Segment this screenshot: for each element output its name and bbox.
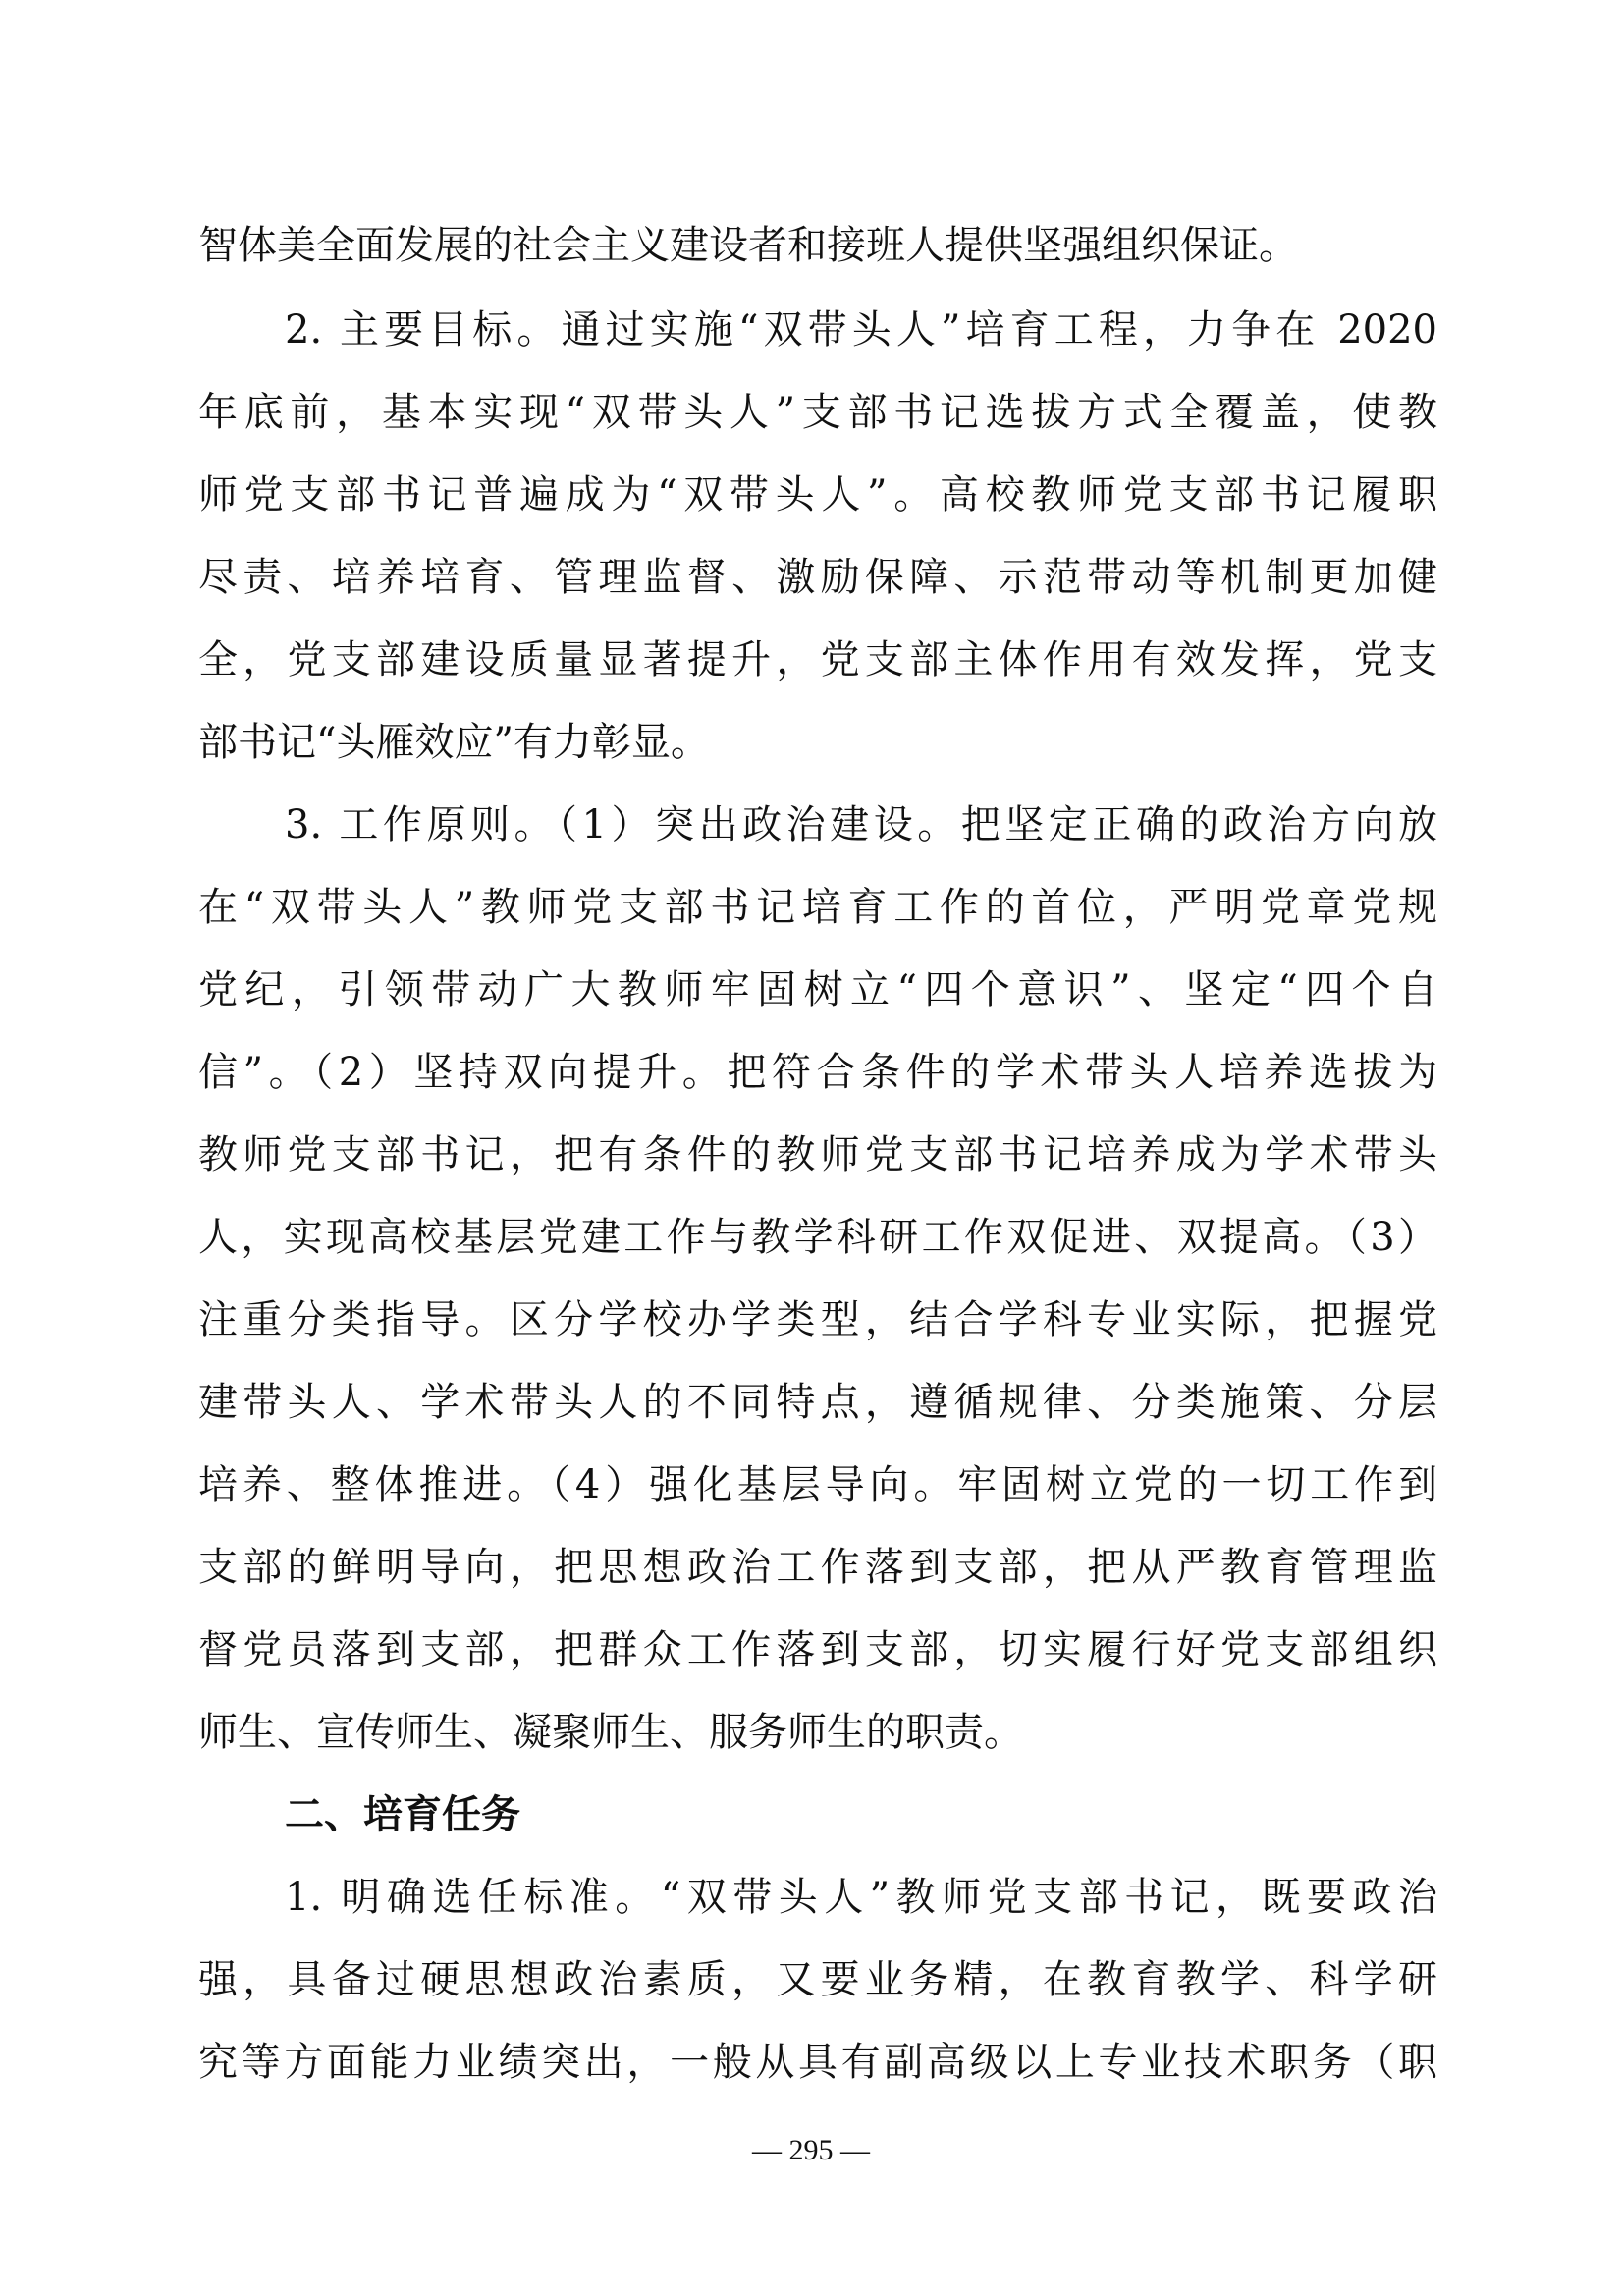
text-line: 2. 主要目标。通过实施“双带头人”培育工程，力争在 2020 — [285, 307, 1437, 353]
text-line: 师生、宣传师生、凝聚师生、服务师生的职责。 — [198, 1710, 1023, 1755]
text-line: 3. 工作原则。（1）突出政治建设。把坚定正确的政治方向放 — [285, 802, 1437, 847]
text-line: 督党员落到支部，把群众工作落到支部，切实履行好党支部组织 — [198, 1627, 1437, 1672]
text-line: 年底前，基本实现“双带头人”支部书记选拔方式全覆盖，使教 — [198, 390, 1437, 435]
text-line: 全，党支部建设质量显著提升，党支部主体作用有效发挥，党支 — [198, 637, 1437, 683]
text-line: 培养、整体推进。（4）强化基层导向。牢固树立党的一切工作到 — [198, 1462, 1437, 1507]
text-line: 注重分类指导。区分学校办学类型，结合学科专业实际，把握党 — [198, 1297, 1437, 1342]
section-heading: 二、培育任务 — [285, 1792, 520, 1837]
text-line: 建带头人、学术带头人的不同特点，遵循规律、分类施策、分层 — [198, 1380, 1437, 1425]
page-number: — 295 — — [752, 2134, 870, 2166]
text-line: 人，实现高校基层党建工作与教学科研工作双促进、双提高。（3） — [198, 1215, 1437, 1260]
text-line: 究等方面能力业绩突出，一般从具有副高级以上专业技术职务（职 — [198, 2040, 1437, 2085]
text-line: 教师党支部书记，把有条件的教师党支部书记培养成为学术带头 — [198, 1132, 1437, 1177]
text-line: 1. 明确选任标准。“双带头人”教师党支部书记，既要政治 — [285, 1875, 1437, 1920]
text-line: 信”。（2）坚持双向提升。把符合条件的学术带头人培养选拔为 — [198, 1050, 1437, 1095]
text-line: 智体美全面发展的社会主义建设者和接班人提供坚强组织保证。 — [198, 223, 1298, 268]
text-line: 师党支部书记普遍成为“双带头人”。高校教师党支部书记履职 — [198, 472, 1437, 518]
text-line: 在“双带头人”教师党支部书记培育工作的首位，严明党章党规 — [198, 885, 1437, 930]
text-line: 支部的鲜明导向，把思想政治工作落到支部，把从严教育管理监 — [198, 1545, 1437, 1590]
text-line: 尽责、培养培育、管理监督、激励保障、示范带动等机制更加健 — [198, 555, 1437, 600]
text-line: 部书记“头雁效应”有力彰显。 — [198, 720, 710, 765]
text-line: 强，具备过硬思想政治素质，又要业务精，在教育教学、科学研 — [198, 1957, 1437, 2002]
text-line: 党纪，引领带动广大教师牢固树立“四个意识”、坚定“四个自 — [198, 967, 1437, 1012]
